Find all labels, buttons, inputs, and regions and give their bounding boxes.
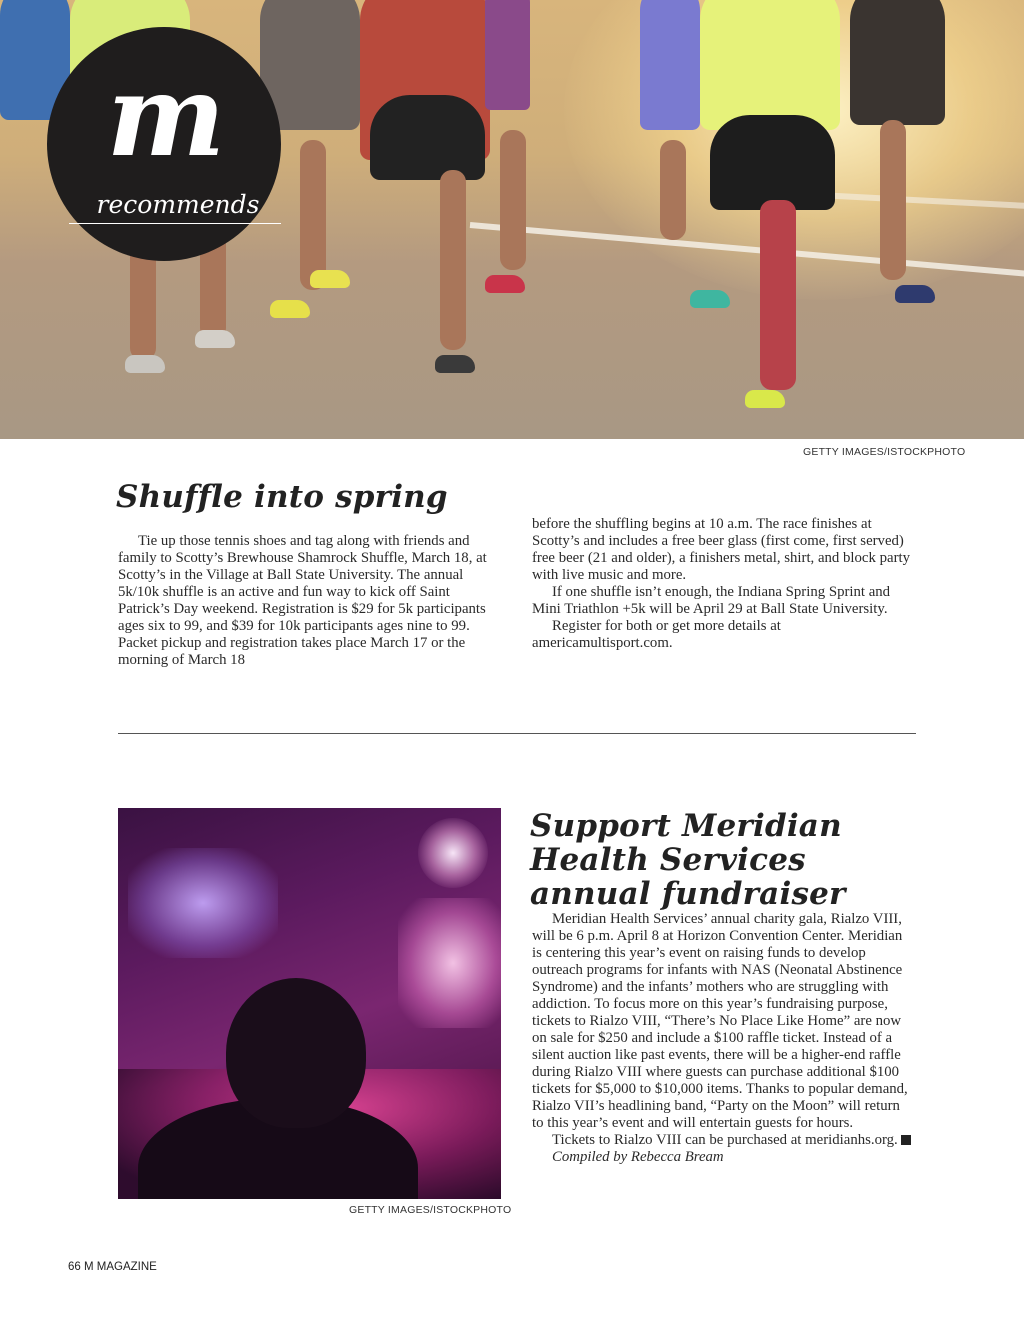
article2-paragraph-text: Tickets to Rialzo VIII can be purchased at meridianhs.org. (552, 1132, 898, 1148)
stage-light (418, 818, 488, 888)
article1-paragraph: Tie up those tennis shoes and tag along with friends and family to Scotty’s Brewhouse Shamrock Shuffle, March 18, at Scotty’s in the Village at Ball State University. The annual 5k/10k shuffle is an active and fun way to kick off Saint Patrick’s Day weekend. Registration is $29 for 5k participants ages six to 99, and $39 for 10k participants ages nine to 99. Packet pickup and registration takes place March 17 or the morning of March 18 (118, 533, 487, 668)
badge-rule (69, 223, 281, 224)
runner-leg (660, 140, 686, 240)
article1-headline: Shuffle into spring (116, 479, 448, 515)
runner-shoe (690, 290, 730, 308)
badge-letter: m (106, 51, 222, 182)
runner (710, 115, 835, 210)
runner (640, 0, 700, 130)
article2-byline: Compiled by Rebecca Bream (552, 1149, 724, 1165)
end-mark-icon (901, 1135, 911, 1145)
runner-leg (500, 130, 526, 270)
runner-shoe (195, 330, 235, 348)
runner-shoe (125, 355, 165, 373)
badge-label: recommends (96, 190, 260, 219)
runner-shoe (435, 355, 475, 373)
stage-screen (398, 898, 501, 1028)
runner-shoe (745, 390, 785, 408)
page-footer (68, 1261, 157, 1273)
article1-paragraph: If one shuffle isn’t enough, the Indiana Spring Sprint and Mini Triathlon +5k will be April 29 at Ball State University. (532, 584, 891, 617)
concert-photo (118, 808, 501, 1199)
runner (850, 0, 945, 125)
article2-column (532, 911, 915, 1166)
article1-column-1 (118, 533, 501, 669)
silhouette-head (226, 978, 366, 1128)
runner-leg (880, 120, 906, 280)
article2-paragraph: Meridian Health Services’ annual charity gala, Rialzo VIII, will be 6 p.m. April 8 at Horizon Convention Center. Meridian is centering this year’s event on raising funds to develop outreach programs for infants with NAS (Neonatal Abstinence Syndrome) and the infants’ mothers who are struggling with addiction. To focus more on this year’s fundraising purpose, tickets to Rialzo VIII, “There’s No Place Like Home” are now on sale for $250 and include a $100 raffle ticket. Instead of a silent auction like past events, there will be a higher-end raffle during Rialzo VIII where guests can purchase additional $100 tickets for $5,000 to $10,000 items. Thanks to popular demand, Rialzo VII’s headlining band, “Party on the Moon” will return to this year’s event and will entertain guests for hours. (532, 911, 908, 1131)
runner-shoe (895, 285, 935, 303)
runner-shoe (310, 270, 350, 288)
page-number: 66 (68, 1261, 81, 1273)
article1-column-2 (532, 516, 915, 652)
article2-paragraph (532, 1132, 915, 1149)
concert-photo-credit: GETTY IMAGES/ISTOCKPHOTO (349, 1204, 512, 1216)
runner (700, 0, 840, 130)
section-divider (118, 733, 916, 734)
runner-shoe (485, 275, 525, 293)
article1-paragraph: Register for both or get more details at americamultisport.com. (532, 618, 781, 651)
article2-headline: Support Meridian Health Services annual fundraiser (530, 808, 846, 912)
magazine-name: M MAGAZINE (84, 1261, 157, 1273)
stage-screen (128, 848, 278, 958)
m-recommends-badge (47, 27, 281, 261)
runner-leg (760, 200, 796, 390)
top-photo-credit: GETTY IMAGES/ISTOCKPHOTO (803, 446, 966, 458)
article1-paragraph: before the shuffling begins at 10 a.m. The race finishes at Scotty’s and includes a free beer glass (first come, first served) free beer (21 and older), a finishers metal, shirt, and block party with live music and more. (532, 516, 910, 583)
runner-leg (440, 170, 466, 350)
runner-leg (300, 140, 326, 290)
runner (370, 95, 485, 180)
runner-shoe (270, 300, 310, 318)
runner (485, 0, 530, 110)
